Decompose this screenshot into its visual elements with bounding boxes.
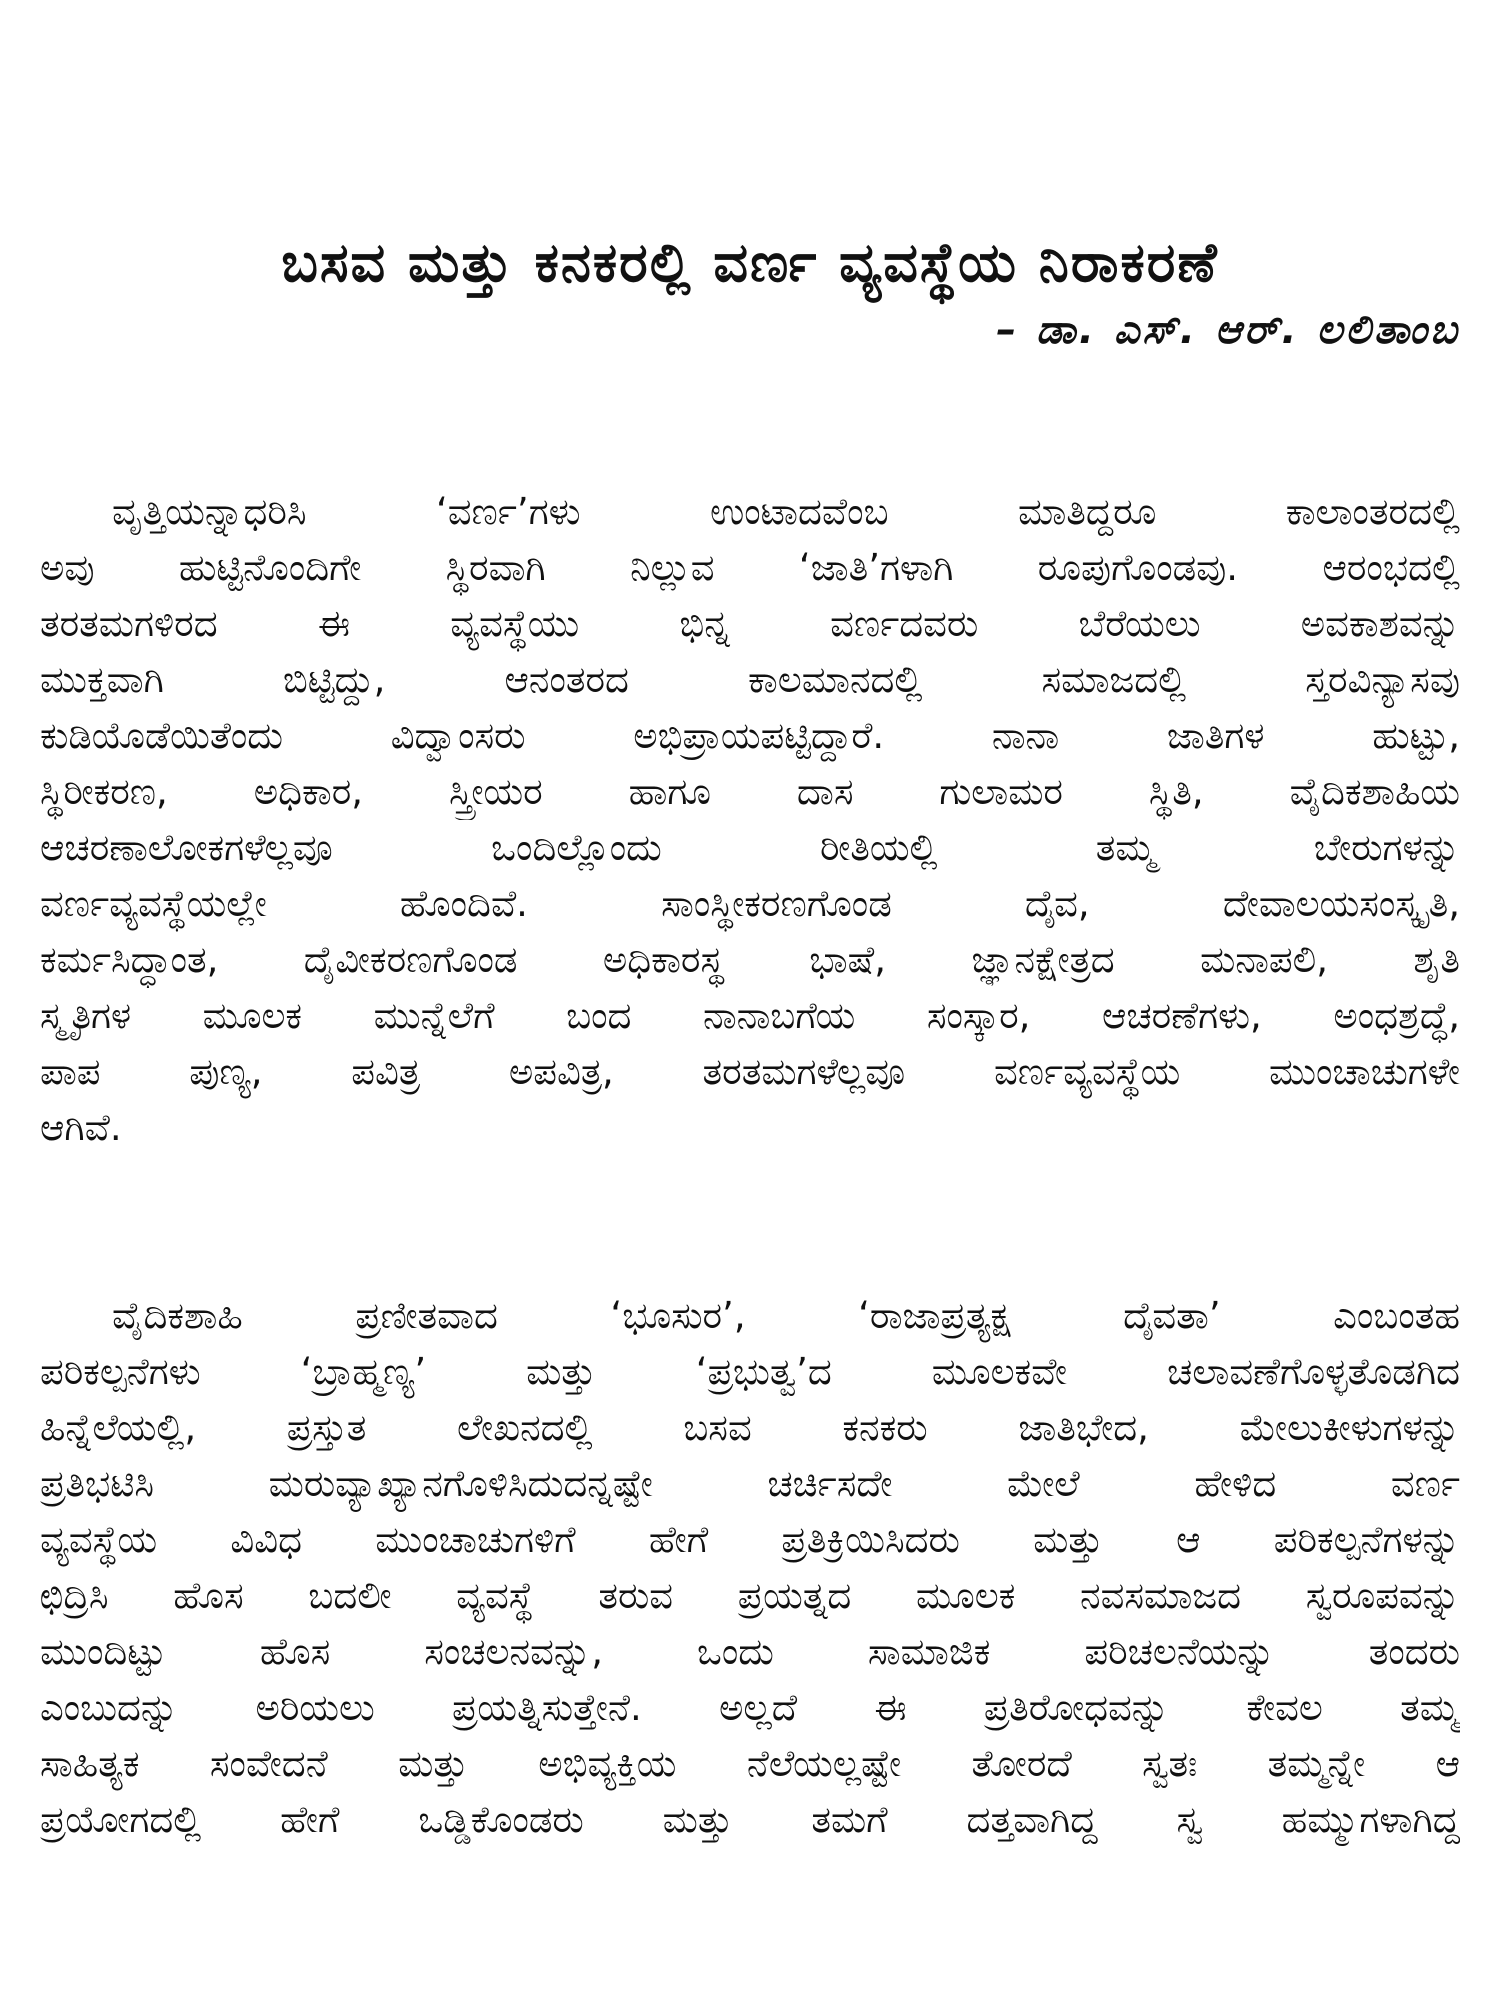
paragraph-line: ವೈದಿಕಶಾಹಿ ಪ್ರಣೀತವಾದ ‘ಭೂಸುರ’, ‘ರಾಜಾಪ್ರತ್ಯಕ್ಷ ದೈವತಾ’ ಎಂಬಂತಹ — [112, 1294, 1460, 1337]
paragraph-line: ಪಾಪ ಪುಣ್ಯ, ಪವಿತ್ರ ಅಪವಿತ್ರ, ತರತಮಗಳೆಲ್ಲವೂ ವರ್ಣವ್ಯವಸ್ಥೆಯ ಮುಂಚಾಚುಗಳೇ — [40, 1050, 1460, 1093]
paragraph-line: ಕರ್ಮಸಿದ್ಧಾಂತ, ದೈವೀಕರಣಗೊಂಡ ಅಧಿಕಾರಸ್ಥ ಭಾಷೆ, ಜ್ಞಾನಕ್ಷೇತ್ರದ ಮನಾಪಲಿ, ಶೃತಿ — [40, 938, 1460, 981]
paragraph-line: ಆಗಿವೆ. — [40, 1106, 122, 1149]
paragraph-1 — [40, 484, 1460, 1156]
paragraph-2 — [40, 1288, 1460, 1848]
paragraph-line: ಪರಿಕಲ್ಪನೆಗಳು ‘ಬ್ರಾಹ್ಮಣ್ಯ’ ಮತ್ತು ‘ಪ್ರಭುತ್ವ’ದ ಮೂಲಕವೇ ಚಲಾವಣೆಗೊಳ್ಳತೊಡಗಿದ — [40, 1350, 1460, 1393]
paragraph-line: ಸ್ಥಿರೀಕರಣ, ಅಧಿಕಾರ, ಸ್ತ್ರೀಯರ ಹಾಗೂ ದಾಸ ಗುಲಾಮರ ಸ್ಥಿತಿ, ವೈದಿಕಶಾಹಿಯ — [40, 770, 1460, 813]
paragraph-line: ಕುಡಿಯೊಡೆಯಿತೆಂದು ವಿದ್ವಾಂಸರು ಅಭಿಪ್ರಾಯಪಟ್ಟಿದ್ದಾರೆ. ನಾನಾ ಜಾತಿಗಳ ಹುಟ್ಟು, — [40, 714, 1460, 757]
paragraph-line: ಮುಕ್ತವಾಗಿ ಬಿಟ್ಟಿದ್ದು, ಆನಂತರದ ಕಾಲಮಾನದಲ್ಲಿ ಸಮಾಜದಲ್ಲಿ ಸ್ತರವಿನ್ಯಾಸವು — [40, 658, 1460, 701]
paragraph-line: ಅವು ಹುಟ್ಟಿನೊಂದಿಗೇ ಸ್ಥಿರವಾಗಿ ನಿಲ್ಲುವ ‘ಜಾತಿ’ಗಳಾಗಿ ರೂಪುಗೊಂಡವು. ಆರಂಭದಲ್ಲಿ — [40, 546, 1460, 589]
paragraph-line: ಎಂಬುದನ್ನು ಅರಿಯಲು ಪ್ರಯತ್ನಿಸುತ್ತೇನೆ. ಅಲ್ಲದೆ ಈ ಪ್ರತಿರೋಧವನ್ನು ಕೇವಲ ತಮ್ಮ — [40, 1686, 1460, 1729]
paragraph-line: ವರ್ಣವ್ಯವಸ್ಥೆಯಲ್ಲೇ ಹೊಂದಿವೆ. ಸಾಂಸ್ಥೀಕರಣಗೊಂಡ ದೈವ, ದೇವಾಲಯಸಂಸ್ಕೃತಿ, — [40, 882, 1460, 925]
paragraph-line: ವ್ಯವಸ್ಥೆಯ ವಿವಿಧ ಮುಂಚಾಚುಗಳಿಗೆ ಹೇಗೆ ಪ್ರತಿಕ್ರಿಯಿಸಿದರು ಮತ್ತು ಆ ಪರಿಕಲ್ಪನೆಗಳನ್ನು — [40, 1518, 1460, 1561]
paragraph-line: ಮುಂದಿಟ್ಟು ಹೊಸ ಸಂಚಲನವನ್ನು, ಒಂದು ಸಾಮಾಜಿಕ ಪರಿಚಲನೆಯನ್ನು ತಂದರು — [40, 1630, 1460, 1673]
paragraph-line: ಛಿದ್ರಿಸಿ ಹೊಸ ಬದಲೀ ವ್ಯವಸ್ಥೆ ತರುವ ಪ್ರಯತ್ನದ ಮೂಲಕ ನವಸಮಾಜದ ಸ್ವರೂಪವನ್ನು — [40, 1574, 1460, 1617]
paragraph-line: ತರತಮಗಳಿರದ ಈ ವ್ಯವಸ್ಥೆಯು ಭಿನ್ನ ವರ್ಣದವರು ಬೆರೆಯಲು ಅವಕಾಶವನ್ನು — [40, 602, 1460, 645]
paragraph-line: ಪ್ರಯೋಗದಲ್ಲಿ ಹೇಗೆ ಒಡ್ಡಿಕೊಂಡರು ಮತ್ತು ತಮಗೆ ದತ್ತವಾಗಿದ್ದ ಸ್ವ ಹಮ್ಮುಗಳಾಗಿದ್ದ — [40, 1798, 1460, 1841]
paragraph-line: ಆಚರಣಾಲೋಕಗಳೆಲ್ಲವೂ ಒಂದಿಲ್ಲೊಂದು ರೀತಿಯಲ್ಲಿ ತಮ್ಮ ಬೇರುಗಳನ್ನು — [40, 826, 1460, 869]
paragraph-line: ಸಾಹಿತ್ಯಕ ಸಂವೇದನೆ ಮತ್ತು ಅಭಿವ್ಯಕ್ತಿಯ ನೆಲೆಯಲ್ಲಷ್ಟೇ ತೋರದೆ ಸ್ವತಃ ತಮ್ಮನ್ನೇ ಆ — [40, 1742, 1460, 1785]
article-title: ಬಸವ ಮತ್ತು ಕನಕರಲ್ಲಿ ವರ್ಣ ವ್ಯವಸ್ಥೆಯ ನಿರಾಕರಣೆ — [281, 231, 1219, 294]
paragraph-line: ಪ್ರತಿಭಟಿಸಿ ಮರುವ್ಯಾಖ್ಯಾನಗೊಳಿಸಿದುದನ್ನಷ್ಟೇ ಚರ್ಚಿಸದೇ ಮೇಲೆ ಹೇಳಿದ ವರ್ಣ — [40, 1462, 1460, 1505]
paragraph-line: ಹಿನ್ನೆಲೆಯಲ್ಲಿ, ಪ್ರಸ್ತುತ ಲೇಖನದಲ್ಲಿ ಬಸವ ಕನಕರು ಜಾತಿಭೇದ, ಮೇಲುಕೀಳುಗಳನ್ನು — [40, 1406, 1460, 1449]
paragraph-line: ಸ್ಮೃತಿಗಳ ಮೂಲಕ ಮುನ್ನೆಲೆಗೆ ಬಂದ ನಾನಾಬಗೆಯ ಸಂಸ್ಕಾರ, ಆಚರಣೆಗಳು, ಅಂಧಶ್ರದ್ಧೆ, — [40, 994, 1460, 1037]
article-author: – ಡಾ. ಎಸ್. ಆರ್. ಲಲಿತಾಂಬ — [996, 307, 1460, 353]
paragraph-line: ವೃತ್ತಿಯನ್ನಾಧರಿಸಿ ‘ವರ್ಣ’ಗಳು ಉಂಟಾದವೆಂಬ ಮಾತಿದ್ದರೂ ಕಾಲಾಂತರದಲ್ಲಿ — [112, 490, 1460, 533]
